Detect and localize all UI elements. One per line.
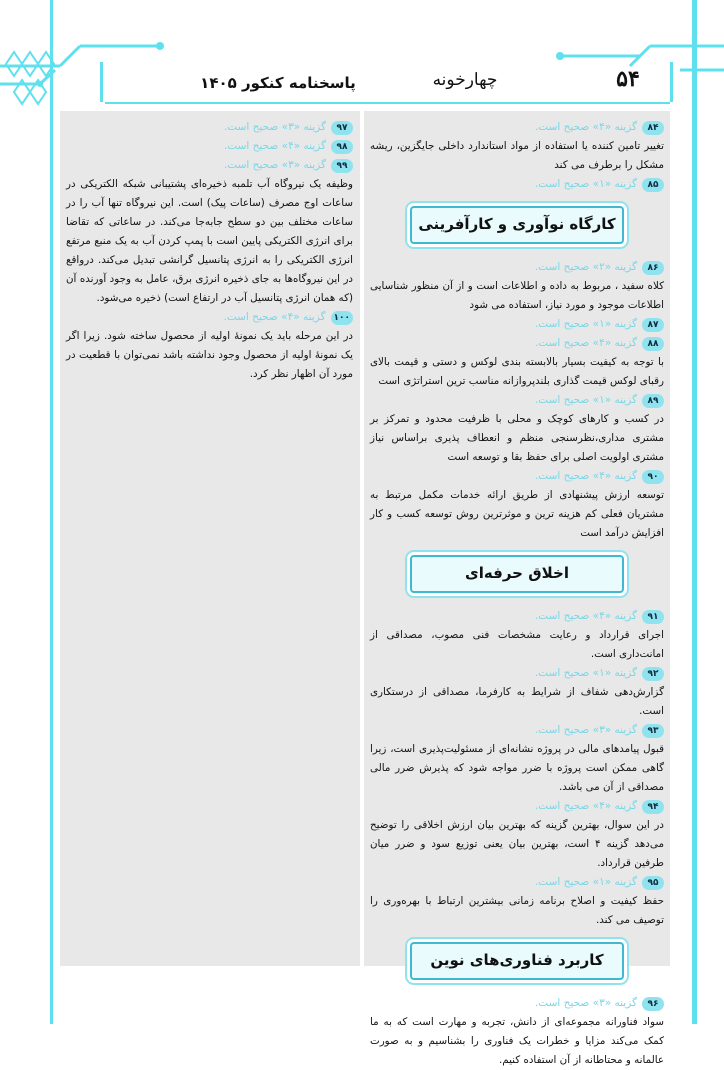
answer-87: [370, 315, 664, 334]
answer-label: گزینه «۴» صحیح است.: [534, 610, 637, 622]
answer-label: گزینه «۲» صحیح است.: [534, 261, 637, 273]
answer-94: [370, 797, 664, 816]
answer-label: گزینه «۳» صحیح است.: [534, 997, 637, 1009]
explanation-100: در این مرحله باید یک نمونهٔ اولیه از محصول ساخته شود. زیرا اگر یک نمونهٔ اولیه از محصول وجود نداشته باشد نمی‌توان با قطعیت در مورد آن اظهار نظر کرد.: [66, 330, 353, 380]
answer-88: [370, 334, 664, 353]
explanation-96: سواد فناورانه مجموعه‌ای از دانش، تجربه و مهارت است که به ما کمک می‌کند مزایا و خطرات یک فناوری را بشناسیم و به صورت عالمانه و محتاطانه از آن استفاده کنیم.: [370, 1016, 664, 1066]
explanation-90: توسعه ارزش پیشنهادی از طریق ارائه خدمات مکمل مرتبط به مشتریان فعلی کم هزینه ترین و موثرترین روش توسعه کسب و کار افزایش درآمد است: [370, 489, 664, 539]
question-number-badge: ۸۷: [642, 318, 664, 332]
answer-label: گزینه «۱» صحیح است.: [534, 876, 637, 888]
answer-label: گزینه «۳» صحیح است.: [223, 121, 326, 133]
question-number-badge: ۹۸: [331, 140, 353, 154]
section-heading-innovation: کارگاه نوآوری و کارآفرینی: [410, 206, 624, 244]
explanation-86: کلاه سفید ، مربوط به داده و اطلاعات است و از آن منظور شناسایی اطلاعات موجود و مورد نیاز، استفاده می شود: [370, 280, 664, 311]
answer-label: گزینه «۱» صحیح است.: [534, 394, 637, 406]
answer-label: گزینه «۴» صحیح است.: [534, 121, 637, 133]
question-number-badge: ۸۵: [642, 178, 664, 192]
question-number-badge: ۹۴: [642, 800, 664, 814]
answer-93: [370, 721, 664, 740]
brand-logo-text: چهارخونه: [432, 70, 498, 90]
answer-95: [370, 873, 664, 892]
answer-89: [370, 391, 664, 410]
answer-label: گزینه «۱» صحیح است.: [534, 318, 637, 330]
explanation-93: قبول پیامدهای مالی در پروژه نشانه‌ای از مسئولیت‌پذیری است، زیرا گاهی ممکن است پروژه با ضرر مواجه شود که پذیرش ضرر مالی مصداقی از آن می باشد.: [370, 743, 664, 793]
question-number-badge: ۹۵: [642, 876, 664, 890]
question-number-badge: ۸۹: [642, 394, 664, 408]
explanation-84: تغییر تامین کننده یا استفاده از مواد استاندارد داخلی جایگزین، ریشه مشکل را برطرف می کند: [370, 140, 664, 171]
question-number-badge: ۸۸: [642, 337, 664, 351]
question-number-badge: ۹۲: [642, 667, 664, 681]
answer-91: [370, 607, 664, 626]
question-number-badge: ۹۱: [642, 610, 664, 624]
answer-98: [66, 137, 353, 156]
section-heading-ethics: اخلاق حرفه‌ای: [410, 555, 624, 593]
answer-label: گزینه «۴» صحیح است.: [534, 800, 637, 812]
document-title: پاسخنامه کنکور ۱۴۰۵: [200, 74, 356, 92]
answer-label: گزینه «۱» صحیح است.: [534, 667, 637, 679]
answer-90: [370, 467, 664, 486]
explanation-91: اجرای قرارداد و رعایت مشخصات فنی مصوب، مصداقی از امانت‌داری است.: [370, 629, 664, 660]
question-number-badge: ۹۹: [331, 159, 353, 173]
explanation-99: وظیفه یک نیروگاه آب تلمبه ذخیره‌ای پشتیبانی شبکه الکتریکی در ساعات اوج مصرف (ساعات پیک) است. این نیروگاه تنها آب را در ساعات مختلف بین دو سطح جابه‌جا می‌کند. در ساعاتی که تقاضا برای انرژی الکتریکی پایین است با پمپ کردن آب به یک منبع مرتفع انرژی الکتریکی را به انرژی پتانسیل گرانشی تبدیل می‌کند. درواقع در این نیروگاه‌ها به جای ذخیره انرژی برق، عامل به وجود آورنده آن (که همان انرژی پتانسیل آب در ارتفاع است) ذخیره می‌شود.: [66, 178, 353, 304]
answer-label: گزینه «۱» صحیح است.: [534, 178, 637, 190]
right-margin: [686, 0, 724, 1024]
explanation-92: گزارش‌دهی شفاف از شرایط به کارفرما، مصداقی از درستکاری است.: [370, 686, 664, 717]
answer-label: گزینه «۴» صحیح است.: [534, 337, 637, 349]
question-number-badge: ۹۶: [642, 997, 664, 1011]
right-column: [370, 118, 664, 1070]
answer-label: گزینه «۴» صحیح است.: [223, 311, 326, 323]
answer-label: گزینه «۴» صحیح است.: [223, 140, 326, 152]
answer-84: [370, 118, 664, 137]
question-number-badge: ۸۶: [642, 261, 664, 275]
answer-97: [66, 118, 353, 137]
question-number-badge: ۹۰: [642, 470, 664, 484]
answer-label: گزینه «۳» صحیح است.: [534, 724, 637, 736]
left-column: [66, 118, 353, 384]
page-header: [0, 0, 724, 110]
page-number: ۵۴: [616, 66, 640, 92]
section-heading-technology: کاربرد فناوری‌های نوین: [410, 942, 624, 980]
question-number-badge: ۹۷: [331, 121, 353, 135]
answer-92: [370, 664, 664, 683]
explanation-89: در کسب و کارهای کوچک و محلی با ظرفیت محدود و تمرکز بر مشتری مداری،نظرسنجی منظم و انعطاف پذیری براساس نیاز مشتری اولویت اصلی برای حفظ بقا و توسعه است: [370, 413, 664, 463]
answer-label: گزینه «۴» صحیح است.: [534, 470, 637, 482]
answer-100: [66, 308, 353, 327]
answer-85: [370, 175, 664, 194]
answer-86: [370, 258, 664, 277]
left-margin: [0, 0, 53, 1024]
explanation-88: با توجه به کیفیت بسیار بالابسته بندی لوکس و دستی و قیمت بالای رقبای لوکس قیمت گذاری بلندپروازانه مناسب ترین استراتژی است: [370, 356, 664, 387]
question-number-badge: ۸۴: [642, 121, 664, 135]
left-margin-line: [50, 0, 53, 1024]
question-number-badge: ۹۳: [642, 724, 664, 738]
explanation-95: حفظ کیفیت و اصلاح برنامه زمانی بیشترین ارتباط با بهره‌وری را توصیف می کند.: [370, 895, 664, 926]
answer-99: [66, 156, 353, 175]
explanation-94: در این سوال، بهترین گزینه که بهترین بیان ارزش اخلاقی را توضیح می‌دهد گزینه ۴ است، بهترین بیان یعنی توزیع سود و ضرر میان طرفین قرارداد.: [370, 819, 664, 869]
answer-96: [370, 994, 664, 1013]
right-margin-bar: [692, 0, 697, 1024]
answer-label: گزینه «۳» صحیح است.: [223, 159, 326, 171]
question-number-badge: ۱۰۰: [331, 311, 353, 325]
